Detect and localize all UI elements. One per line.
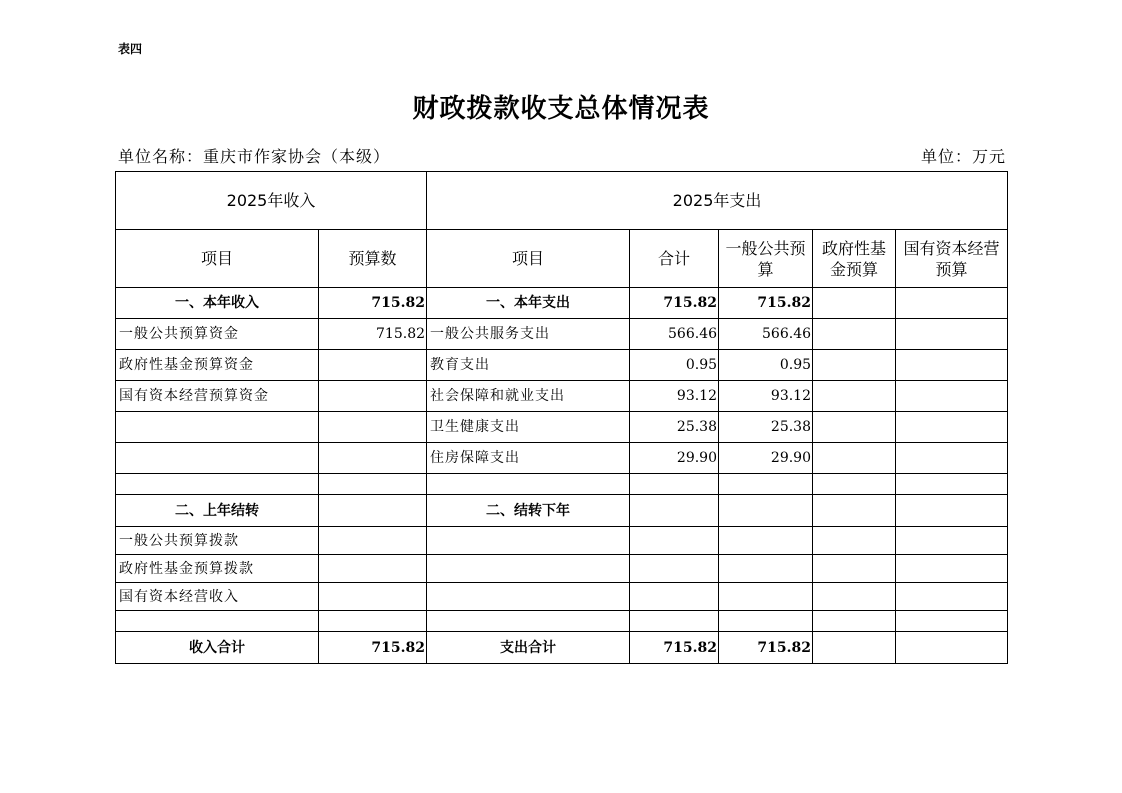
carry-item: 国有资本经营收入 [116,583,319,611]
empty-cell [813,527,896,555]
table-row [116,527,1008,555]
empty-cell [813,319,896,350]
expense-general: 93.12 [719,381,813,412]
income-value [319,350,427,381]
empty-cell [813,611,896,632]
empty-cell [896,611,1008,632]
empty-cell [896,288,1008,319]
empty-cell [427,555,630,583]
income-value [319,381,427,412]
col-header-item2: 项目 [427,230,630,288]
empty-cell [813,381,896,412]
empty-cell [319,474,427,495]
table-row [116,583,1008,611]
empty-cell [813,443,896,474]
empty-cell [630,611,719,632]
col-header-state-capital-budget: 国有资本经营预算 [896,230,1008,288]
empty-cell [319,495,427,527]
table-row [116,443,1008,474]
organization-name: 单位名称：重庆市作家协会（本级） [118,147,391,166]
empty-cell [896,632,1008,664]
section1-expense-general: 715.82 [719,288,813,319]
empty-cell [427,527,630,555]
empty-cell [630,495,719,527]
currency-unit: 单位：万元 [920,147,1006,166]
income-item [116,412,319,443]
section2-income-label: 二、上年结转 [116,495,319,527]
col-header-fund-budget: 政府性基金预算 [813,230,896,288]
empty-cell [319,555,427,583]
empty-cell [630,583,719,611]
empty-cell [813,412,896,443]
empty-cell [813,350,896,381]
empty-cell [630,527,719,555]
empty-cell [896,350,1008,381]
empty-cell [719,527,813,555]
expense-total: 566.46 [630,319,719,350]
total-expense-total: 715.82 [630,632,719,664]
empty-cell [813,632,896,664]
table-number-label: 表四 [118,42,143,56]
col-header-budget: 预算数 [319,230,427,288]
carry-item: 一般公共预算拨款 [116,527,319,555]
empty-cell [427,583,630,611]
expense-item: 教育支出 [427,350,630,381]
empty-cell [813,495,896,527]
table-row [116,555,1008,583]
empty-cell [427,611,630,632]
empty-cell [896,319,1008,350]
empty-cell [719,474,813,495]
column-header-row [116,230,1008,288]
empty-cell [896,555,1008,583]
expense-item: 住房保障支出 [427,443,630,474]
spacer-row [116,611,1008,632]
empty-cell [719,495,813,527]
expense-total: 25.38 [630,412,719,443]
expense-total: 93.12 [630,381,719,412]
expense-total: 0.95 [630,350,719,381]
spacer-row [116,474,1008,495]
empty-cell [896,474,1008,495]
empty-cell [813,474,896,495]
section2-expense-label: 二、结转下年 [427,495,630,527]
col-header-total: 合计 [630,230,719,288]
section1-income-value: 715.82 [319,288,427,319]
expense-general: 0.95 [719,350,813,381]
budget-table [115,171,1008,664]
section1-income-label: 一、本年收入 [116,288,319,319]
empty-cell [896,412,1008,443]
total-income-label: 收入合计 [116,632,319,664]
total-expense-general: 715.82 [719,632,813,664]
income-item: 政府性基金预算资金 [116,350,319,381]
empty-cell [719,583,813,611]
section2-row [116,495,1008,527]
empty-cell [896,527,1008,555]
table-row [116,350,1008,381]
empty-cell [896,381,1008,412]
income-item: 一般公共预算资金 [116,319,319,350]
expense-general: 566.46 [719,319,813,350]
table-row [116,412,1008,443]
income-value [319,412,427,443]
carry-item: 政府性基金预算拨款 [116,555,319,583]
empty-cell [813,288,896,319]
totals-row [116,632,1008,664]
total-income-value: 715.82 [319,632,427,664]
expense-general: 25.38 [719,412,813,443]
empty-cell [116,611,319,632]
table-row [116,381,1008,412]
page-title: 财政拨款收支总体情况表 [412,94,710,124]
income-item [116,443,319,474]
expense-year-header: 2025年支出 [427,172,1008,230]
expense-total: 29.90 [630,443,719,474]
section1-row [116,288,1008,319]
empty-cell [427,474,630,495]
expense-item: 卫生健康支出 [427,412,630,443]
expense-item: 社会保障和就业支出 [427,381,630,412]
income-item: 国有资本经营预算资金 [116,381,319,412]
income-value: 715.82 [319,319,427,350]
empty-cell [896,495,1008,527]
empty-cell [896,443,1008,474]
section1-expense-label: 一、本年支出 [427,288,630,319]
empty-cell [319,583,427,611]
col-header-general-budget: 一般公共预算 [719,230,813,288]
empty-cell [719,611,813,632]
empty-cell [813,583,896,611]
empty-cell [630,555,719,583]
empty-cell [319,527,427,555]
col-header-item: 项目 [116,230,319,288]
table-row [116,319,1008,350]
income-value [319,443,427,474]
expense-general: 29.90 [719,443,813,474]
total-expense-label: 支出合计 [427,632,630,664]
income-year-header: 2025年收入 [116,172,427,230]
section1-expense-total: 715.82 [630,288,719,319]
empty-cell [319,611,427,632]
year-header-row [116,172,1008,230]
empty-cell [116,474,319,495]
empty-cell [813,555,896,583]
empty-cell [630,474,719,495]
empty-cell [719,555,813,583]
empty-cell [896,583,1008,611]
expense-item: 一般公共服务支出 [427,319,630,350]
